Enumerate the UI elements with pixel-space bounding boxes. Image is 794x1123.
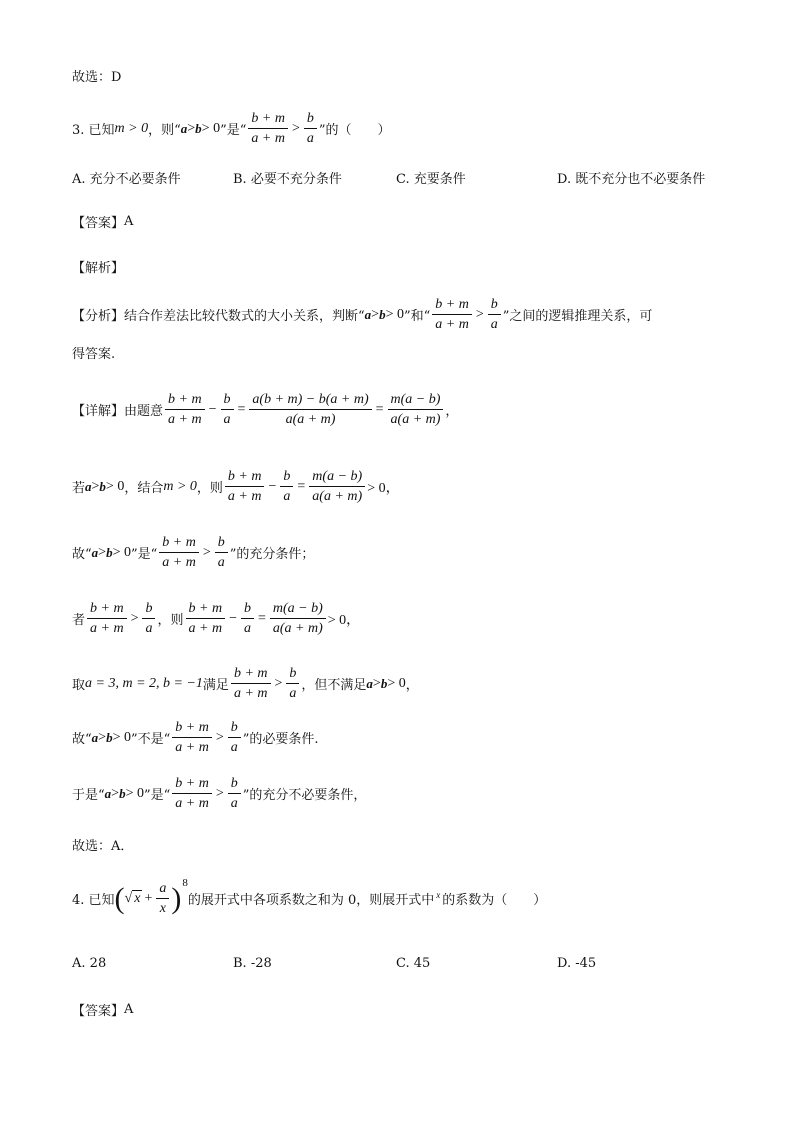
- analysis-tag: 【解析】: [72, 261, 125, 276]
- fenxi-line: 【分析】 结合作差法比较代数式的大小关系，判断“ a > b > 0 ”和“ $\frac{b + m}{a + m}$ > $\frac{b}{a}$ ”之间的逻辑推理关系，可: [72, 297, 653, 332]
- q4-power: 8: [182, 876, 188, 889]
- q3-gt: >: [187, 120, 196, 136]
- derivation-line-3: 者 $\frac{b + m}{a + m}$ > $\frac{b}{a}$ ，则 $\frac{b + m}{a + m}$ − $\frac{b}{a}$ = $\frac{m(a - b)}{a(a + m)}$ > 0，: [72, 601, 361, 636]
- prev-answer: 故选：D: [72, 70, 122, 85]
- q3-option-c: C. 充要条件: [396, 172, 466, 187]
- xiangjie-line: 【详解】 由题意 $\frac{b + m}{a + m}$ − $\frac{b}{a}$ = $\frac{a(b + m) - b(a + m)}{a(a + m)}$ = $\frac{m(a - b)}{a(a + m)}$ ，: [72, 392, 459, 427]
- q3-option-b: B. 必要不充分条件: [233, 172, 342, 187]
- q4-stem: 4. 已知 ( √ x + $\frac{a}{x}$ ) 8 的展开式中各项系数之和为 0，则展开式中 x 的系数为（ ）: [72, 876, 547, 916]
- q3-stem: [72, 110, 391, 147]
- answer-tag: 【答案】: [72, 216, 125, 231]
- q4-end: 的系数为（ ）: [442, 893, 547, 908]
- fenxi-text1: 结合作差法比较代数式的大小关系，判断“: [124, 309, 365, 324]
- q3-frac-gt: >: [291, 120, 300, 136]
- fenxi-text2: ”和“: [403, 309, 431, 324]
- q3-cond-m: m > 0: [114, 120, 149, 136]
- q3-answer: A: [124, 214, 134, 229]
- q4-option-c: C. 45: [396, 956, 431, 971]
- derivation-line-1: 若 a > b > 0 ，结合 m > 0 ，则 $\frac{b + m}{a + m}$ − $\frac{b}{a}$ = $\frac{m(a - b)}{a(a + m)}$ > 0，: [72, 469, 400, 504]
- q3-option-a: A. 充分不必要条件: [72, 172, 181, 187]
- xiangjie-tag: 【详解】: [72, 404, 125, 419]
- xiangjie-text1: 由题意: [124, 404, 164, 419]
- q3-then: ，则“: [148, 123, 181, 138]
- q3-end: ”的（ ）: [318, 123, 391, 138]
- derivation-line-7: 故选：A．: [72, 839, 134, 854]
- q3-gt0: > 0: [201, 120, 221, 136]
- q4-prefix: 4. 已知: [72, 893, 115, 908]
- q4-text: 的展开式中各项系数之和为 0，则展开式中: [187, 893, 435, 908]
- analysis-line: [72, 257, 124, 276]
- q3-var-b: b: [195, 120, 202, 136]
- derivation-line-6: 于是“ a > b > 0 ”是“ $\frac{b + m}{a + m}$ > $\frac{b}{a}$ ”的充分不必要条件，: [72, 776, 367, 811]
- fenxi-text3: ”之间的逻辑推理关系，可: [502, 309, 653, 324]
- q4-option-b: B. -28: [233, 956, 272, 971]
- q4-option-d: D. -45: [557, 956, 597, 971]
- q4-xvar: x: [436, 889, 441, 900]
- q4-answer-line: 【答案】 A: [72, 1002, 134, 1019]
- q3-var-a: a: [180, 120, 188, 136]
- q4-frac: $\frac{a}{x}$: [156, 880, 169, 917]
- derivation-line-5: 故“ a > b > 0 ”不是“ $\frac{b + m}{a + m}$ > $\frac{b}{a}$ ”的必要条件.: [72, 720, 319, 755]
- q3-prefix: 3. 已知: [72, 123, 115, 138]
- fenxi-tag: 【分析】: [72, 309, 125, 324]
- derivation-line-4: 取 a = 3, m = 2, b = −1 满足 $\frac{b + m}{a + m}$ > $\frac{b}{a}$ ，但不满足 a > b > 0 ，: [72, 666, 419, 701]
- q4-option-a: A. 28: [72, 956, 107, 971]
- derivation-line-2: 故“ a > b > 0 ”是“ $\frac{b + m}{a + m}$ > $\frac{b}{a}$ ”的充分条件；: [72, 535, 315, 570]
- q3-frac2: $\frac{b}{a}$: [304, 110, 317, 147]
- q3-answer-line: [72, 212, 133, 231]
- prev-answer-line: [72, 66, 121, 85]
- fenxi-text4: 得答案.: [72, 347, 116, 362]
- q4-answer: A: [124, 1002, 134, 1017]
- xiangjie-expr2: $\frac{m(a - b)}{a(a + m)}$: [388, 391, 444, 428]
- q3-option-d: D. 既不充分也不必要条件: [557, 172, 706, 187]
- q3-frac1: $\frac{b + m}{a + m}$: [248, 110, 288, 147]
- fenxi-line2: [72, 343, 115, 362]
- q4-sqrt: √ x: [124, 891, 141, 906]
- q3-shi: ”是“: [220, 123, 247, 138]
- xiangjie-expr1: $\frac{a(b + m) - b(a + m)}{a(a + m)}$: [249, 391, 371, 428]
